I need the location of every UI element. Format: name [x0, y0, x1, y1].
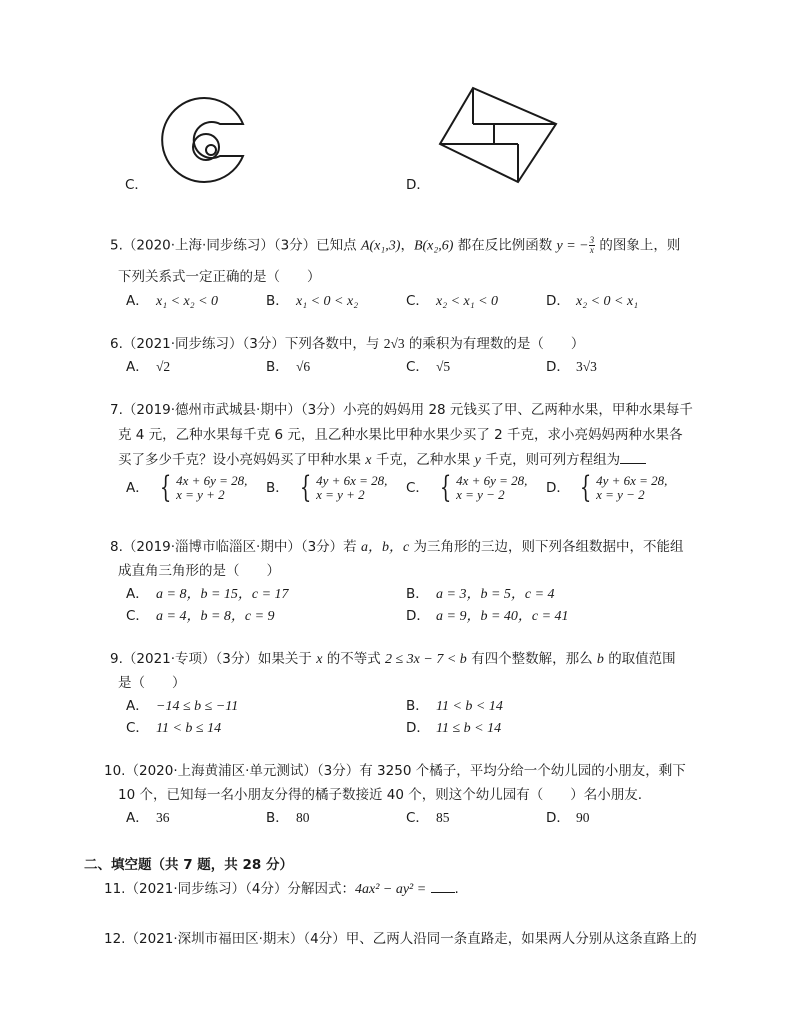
q5-point-a: A(x₁,3): [360, 238, 401, 254]
question-11: 11.（2021·同步练习）（4分）分解因式：4ax² − ay² = .: [104, 881, 459, 897]
question-10-line1: 10.（2020·上海黄浦区·单元测试）（3分）有 3250 个橘子，平均分给一个幼儿园的小朋友，剩下: [104, 763, 686, 779]
q8-option-c: C． a = 4，b = 8，c = 9: [126, 608, 275, 624]
q5-fraction: $\frac{3}{x}$: [589, 235, 595, 255]
section-2-heading: 二、填空题（共 7 题，共 28 分）: [84, 857, 293, 873]
q7-option-d: D． { 4y + 6x = 28, x = y − 2: [546, 470, 668, 505]
q7-option-b: B． { 4y + 6x = 28, x = y + 2: [266, 470, 388, 505]
q6-option-b: B． √6: [266, 359, 311, 375]
question-8-line1: 8.（2019·淄博市临淄区·期中）（3分）若 a，b，c 为三角形的三边，则下列各组数据中，不能组: [110, 539, 684, 555]
question-7-line1: 7.（2019·德州市武城县·期中）（3分）小亮的妈妈用 28 元钱买了甲、乙两种水果，甲种水果每千: [110, 402, 693, 418]
q7-source: （2019·德州市武城县·期中）（3分）: [122, 402, 344, 418]
q5-source: （2020·上海·同步练习）（3分）: [122, 237, 317, 254]
q7-option-c: C． { 4x + 6y = 28, x = y − 2: [406, 470, 528, 505]
q10-option-c: C． 85: [406, 810, 450, 826]
q5-option-c: C． x₂ < x₁ < 0: [406, 293, 499, 309]
q6-option-c: C． √5: [406, 359, 451, 375]
question-9-line1: 9.（2021·专项）（3分）如果关于 x 的不等式 2 ≤ 3x − 7 < b 有四个整数解，那么 b 的取值范围: [110, 651, 676, 667]
q10-option-a: A． 36: [126, 810, 170, 826]
q9-option-c: C． 11 < b ≤ 14: [126, 720, 222, 736]
q5-option-b: B． x₁ < 0 < x₂: [266, 293, 359, 309]
q9-option-d: D． 11 ≤ b < 14: [406, 720, 502, 736]
q6-option-a: A． √2: [126, 359, 171, 375]
q5-number: 5.: [110, 237, 123, 254]
q5-point-b: B(x₂,6): [413, 238, 454, 254]
figure-d-label: D．: [406, 177, 430, 193]
q8-option-d: D． a = 9，b = 40，c = 41: [406, 608, 569, 624]
q9-option-b: B． 11 < b < 14: [406, 698, 503, 714]
figure-c-label: C．: [125, 177, 148, 193]
q6-source: （2021·同步练习）（3分）: [122, 336, 285, 352]
q11-source: （2021·同步练习）（4分）: [125, 881, 288, 897]
question-6-line1: 6.（2021·同步练习）（3分）下列各数中，与 2√3 的乘积为有理数的是（ ）: [110, 336, 585, 352]
question-8-line2: 成直角三角形的是（ ）: [118, 563, 280, 579]
q6-expression: 2√3: [383, 336, 405, 351]
q11-expression: 4ax² − ay² =: [354, 882, 427, 897]
q5-function: y = −: [556, 238, 589, 254]
q5-option-a: A． x₁ < x₂ < 0: [126, 293, 219, 309]
question-9-line2: 是（ ）: [118, 675, 186, 691]
q5-text2: 都在反比例函数: [457, 237, 553, 254]
question-12-line1: 12.（2021·深圳市福田区·期末）（4分）甲、乙两人沿同一条直路走，如果两人分别从这条直路上的: [104, 931, 697, 947]
q11-answer-blank: [431, 880, 455, 893]
question-5-line2: 下列关系式一定正确的是（ ）: [118, 269, 321, 285]
q9-source: （2021·专项）（3分）: [122, 651, 258, 667]
q10-option-b: B． 80: [266, 810, 310, 826]
q8-source: （2019·淄博市临淄区·期中）（3分）: [122, 539, 344, 555]
q5-text1: 已知点: [316, 237, 357, 254]
q9-option-a: A． −14 ≤ b ≤ −11: [126, 698, 239, 714]
q10-source: （2020·上海黄浦区·单元测试）（3分）: [125, 763, 360, 779]
figure-d-square: [436, 85, 560, 185]
q7-option-a: A． { 4x + 6y = 28, x = y + 2: [126, 470, 248, 505]
question-10-line2: 10 个，已知每一名小朋友分得的橘子数接近 40 个，则这个幼儿园有（ ）名小朋友.: [118, 787, 643, 803]
q5-comma: ，: [400, 237, 414, 254]
question-5-line1: [110, 236, 680, 256]
figure-c-ring: [160, 95, 250, 185]
q12-source: （2021·深圳市福田区·期末）（4分）: [125, 931, 346, 947]
q8-option-b: B． a = 3，b = 5，c = 4: [406, 586, 555, 602]
q7-answer-blank: [620, 451, 646, 464]
question-7-line2: 克 4 元，乙种水果每千克 6 元，且乙种水果比甲种水果少买了 2 千克，求小亮妈妈两种水果各: [118, 427, 683, 443]
q10-option-d: D． 90: [546, 810, 590, 826]
q5-option-d: D． x₂ < 0 < x₁: [546, 293, 639, 309]
q5-text3: 的图象上，则: [599, 237, 681, 254]
q8-option-a: A． a = 8，b = 15，c = 17: [126, 586, 289, 602]
question-7-line3: 买了多少千克？设小亮妈妈买了甲种水果 x 千克，乙种水果 y 千克，则可列方程组为: [118, 451, 646, 470]
q6-option-d: D． 3√3: [546, 359, 597, 375]
